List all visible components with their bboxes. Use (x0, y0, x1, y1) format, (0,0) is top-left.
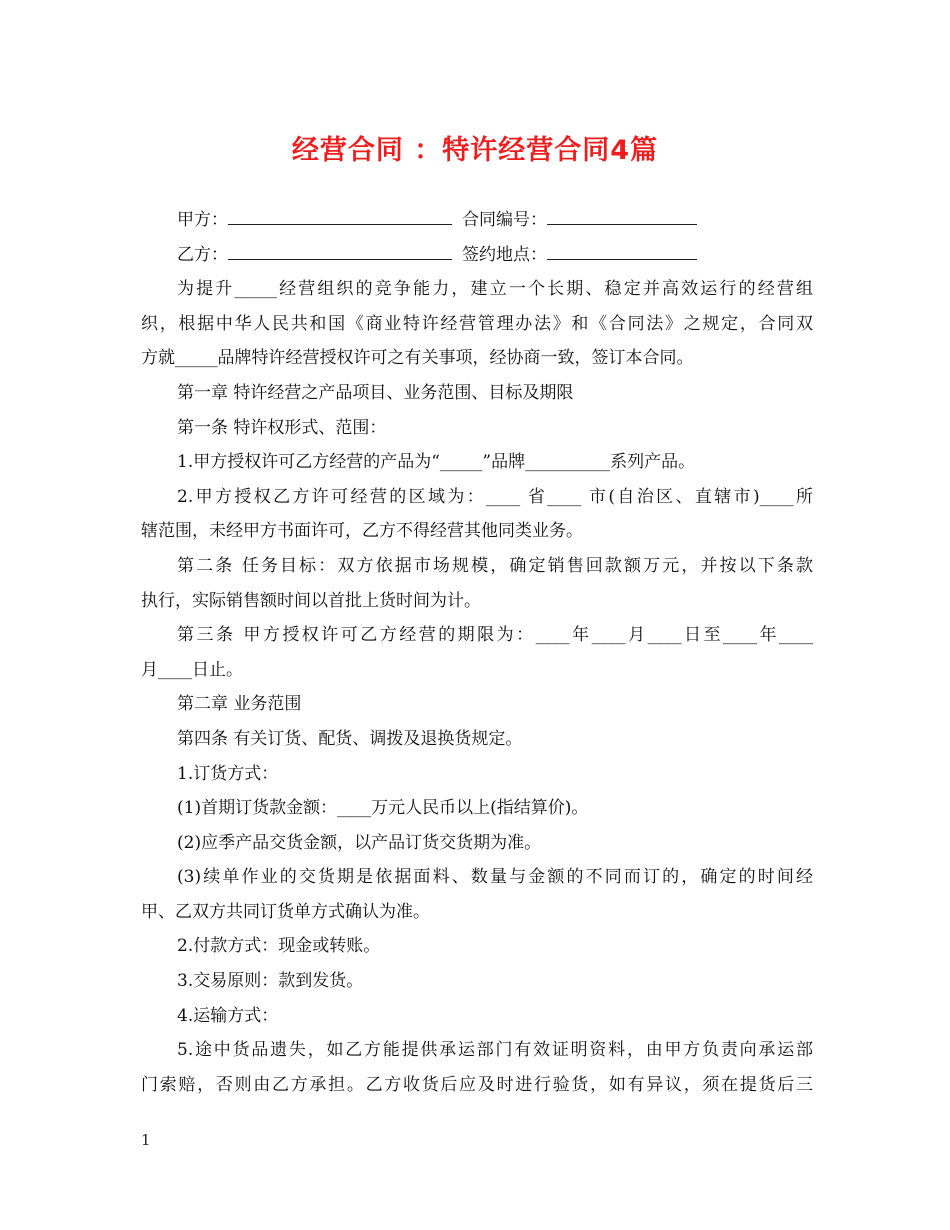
paragraph-line: 2.付款方式：现金或转账。 (177, 936, 381, 957)
paragraph-line: (3)续单作业的交货期是依据面料、数量与金额的不同而订的，确定的时间经 (177, 867, 813, 888)
paragraph-line: 辖范围，未经甲方书面许可，乙方不得经营其他同类业务。 (141, 521, 583, 542)
sign-place-blank (547, 239, 697, 260)
party-b-blank (228, 239, 452, 260)
paragraph-line: (1)首期订货款金额：____万元人民币以上(指结算价)。 (177, 798, 589, 819)
document-body (141, 203, 813, 1102)
paragraph-line: 执行，实际销售额时间以首批上货时间为计。 (141, 590, 481, 611)
paragraph-line: 织，根据中华人民共和国《商业特许经营管理办法》和《合同法》之规定，合同双 (141, 313, 813, 334)
chapter-heading: 第一章 特许经营之产品项目、业务范围、目标及期限 (177, 382, 574, 403)
contract-no-label: 合同编号： (462, 210, 547, 230)
article-heading: 第三条 甲方授权许可乙方经营的期限为：____年____月____日至____年____ (177, 625, 813, 646)
paragraph-line: 4.运输方式： (177, 1005, 279, 1026)
paragraph-line: 2.甲方授权乙方许可经营的区域为：____ 省____ 市(自治区、直辖市)____所 (177, 486, 813, 507)
paragraph-line: 月____日止。 (141, 659, 243, 680)
party-a-blank (228, 204, 452, 225)
chapter-heading: 第二章 业务范围 (177, 694, 302, 715)
paragraph-line: 1.订货方式： (177, 763, 279, 784)
party-b-label: 乙方： (177, 244, 228, 265)
paragraph-line: 1.甲方授权许可乙方经营的产品为“_____”品牌__________系列产品。 (177, 452, 696, 473)
party-a-row (141, 203, 813, 238)
party-b-row (141, 238, 813, 273)
article-heading: 第一条 特许权形式、范围： (177, 417, 387, 438)
sign-place-label: 签约地点： (462, 244, 547, 265)
paragraph-line: 5.途中货品遗失，如乙方能提供承运部门有效证明资料，由甲方负责向承运部 (177, 1040, 813, 1061)
document-title: 经营合同 ：特许经营合同4篇 (291, 135, 659, 166)
paragraph-line: 方就_____品牌特许经营授权许可之有关事项，经协商一致，签订本合同。 (141, 348, 694, 369)
article-heading: 第四条 有关订货、配货、调拨及退换货规定。 (177, 728, 523, 749)
paragraph-line: 为提升_____经营组织的竞争能力，建立一个长期、稳定并高效运行的经营组 (177, 279, 813, 300)
page-number: 1 (141, 1131, 151, 1149)
paragraph-line: (2)应季产品交货金额，以产品订货交货期为准。 (177, 832, 542, 853)
article-heading: 第二条 任务目标：双方依据市场规模，确定销售回款额万元，并按以下条款 (177, 555, 813, 576)
paragraph-line: 甲、乙双方共同订货单方式确认为准。 (141, 901, 430, 922)
paragraph-line: 门索赔，否则由乙方承担。乙方收货后应及时进行验货，如有异议，须在提货后三 (141, 1074, 813, 1095)
party-a-label: 甲方： (177, 210, 228, 230)
contract-no-blank (547, 204, 697, 225)
paragraph-line: 3.交易原则：款到发货。 (177, 971, 364, 992)
